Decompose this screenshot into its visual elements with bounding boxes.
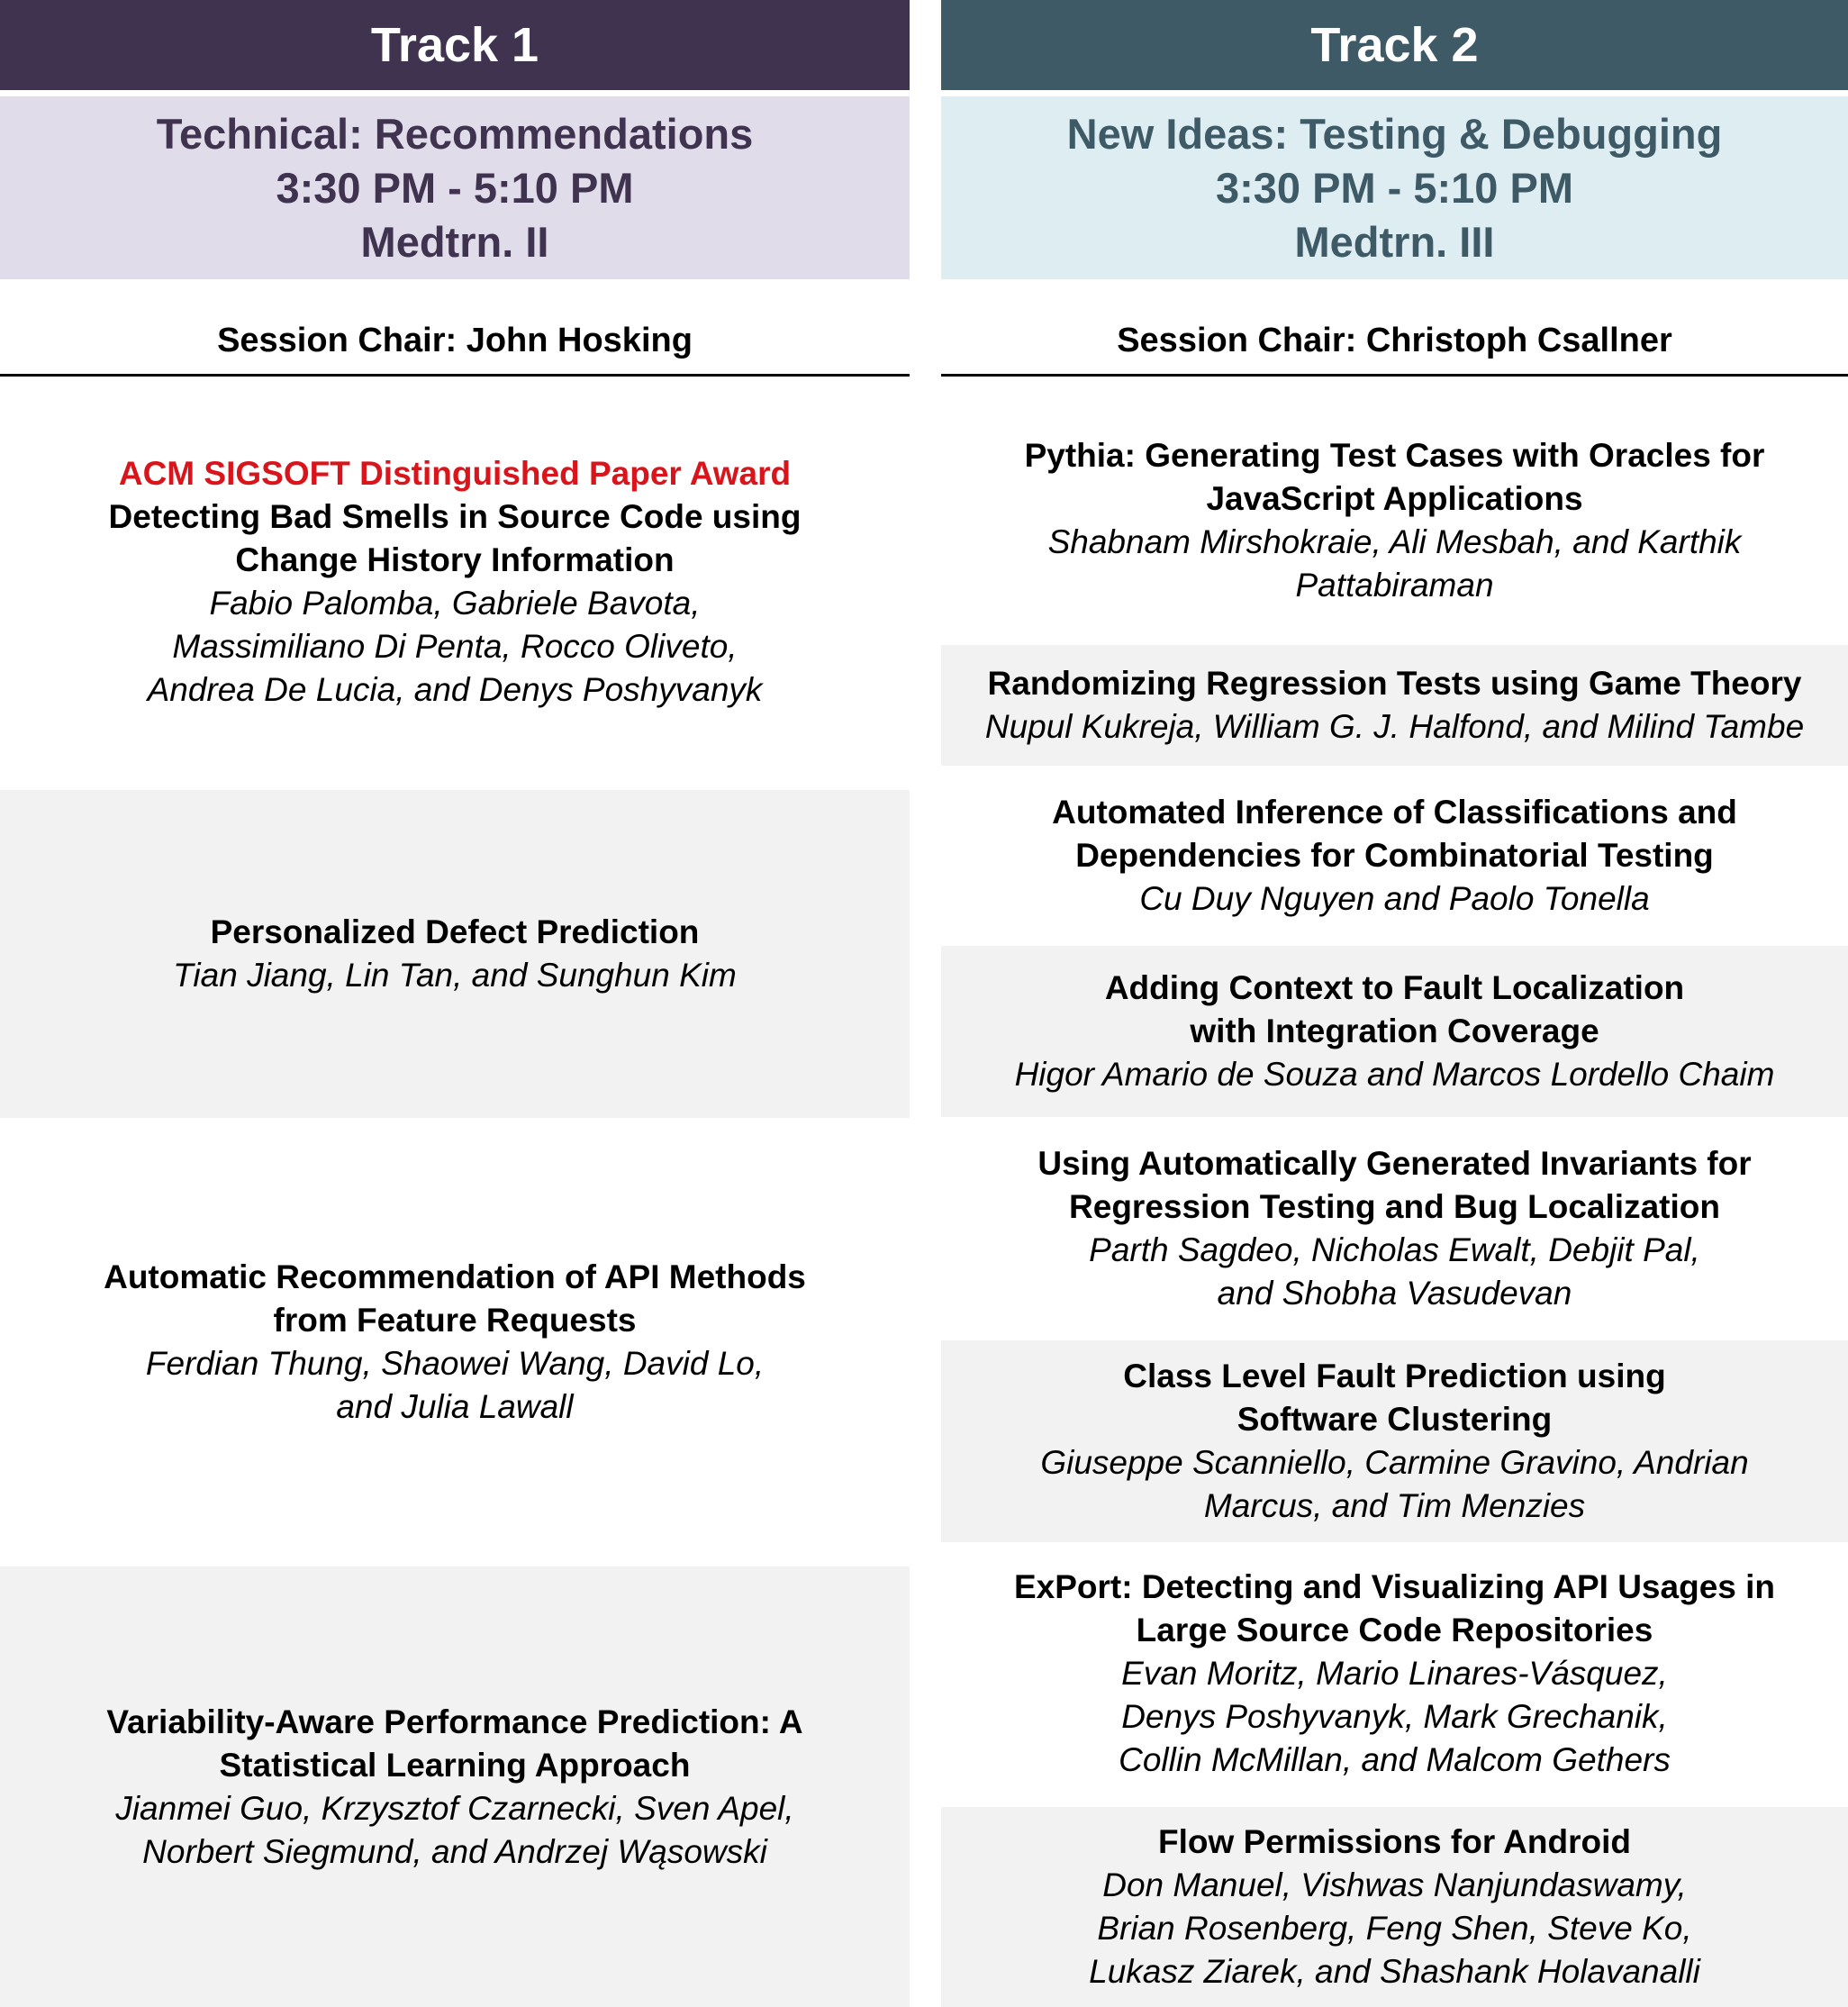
track-1-session-chair: Session Chair: John Hosking — [217, 321, 693, 359]
paper-title-line: ExPort: Detecting and Visualizing API Usages in — [1013, 1568, 1776, 1605]
track-2-divider — [941, 374, 1848, 377]
track-2-paper-1 — [941, 396, 1848, 645]
track-2-label: Track 2 — [1310, 18, 1479, 72]
paper-authors-line: Denys Poshyvanyk, Mark Grechanik, — [1121, 1698, 1668, 1735]
track-1-paper-3 — [0, 1118, 910, 1567]
track-2-paper-5 — [941, 1117, 1848, 1340]
track-2-paper-2 — [941, 645, 1848, 766]
paper-authors-line: Giuseppe Scanniello, Carmine Gravino, Andrian — [1040, 1444, 1749, 1481]
paper-authors-line: Higor Amario de Souza and Marcos Lordello Chaim — [1014, 1056, 1775, 1093]
track-1-paper-2 — [0, 790, 910, 1118]
paper-title-line: Pythia: Generating Test Cases with Oracles for — [1024, 437, 1765, 474]
paper-title-line: Dependencies for Combinatorial Testing — [1075, 837, 1714, 874]
paper-title-line: Variability-Aware Performance Prediction: A — [106, 1703, 803, 1740]
paper-title-line: Adding Context to Fault Localization — [1104, 969, 1685, 1006]
track-2-paper-6 — [941, 1340, 1848, 1542]
track-1-session-time: 3:30 PM - 5:10 PM — [276, 163, 634, 212]
paper-authors-line: Massimiliano Di Penta, Rocco Oliveto, — [172, 627, 738, 665]
track-2-paper-7 — [941, 1542, 1848, 1805]
paper-authors-line: Nupul Kukreja, William G. J. Halfond, and Milind Tambe — [984, 708, 1805, 745]
paper-authors-line: and Shobha Vasudevan — [1217, 1275, 1572, 1312]
paper-title-line: Large Source Code Repositories — [1136, 1612, 1653, 1648]
paper-authors-line: Tian Jiang, Lin Tan, and Sunghun Kim — [173, 957, 737, 994]
paper-authors-line: Cu Duy Nguyen and Paolo Tonella — [1139, 880, 1650, 917]
paper-authors-line: Marcus, and Tim Menzies — [1203, 1487, 1586, 1524]
paper-award: ACM SIGSOFT Distinguished Paper Award — [118, 454, 792, 492]
paper-authors-line: Fabio Palomba, Gabriele Bavota, — [209, 584, 701, 622]
track-2-session-name: New Ideas: Testing & Debugging — [1066, 109, 1723, 158]
paper-authors-line: Lukasz Ziarek, and Shashank Holavanalli — [1089, 1953, 1700, 1990]
paper-authors-line: Pattabiraman — [1295, 567, 1494, 604]
paper-title-line: Regression Testing and Bug Localization — [1069, 1188, 1720, 1225]
track-1-session-info — [0, 96, 910, 279]
track-2-paper-8 — [941, 1807, 1848, 2007]
track-2-session-info — [941, 96, 1848, 279]
paper-title-line: Statistical Learning Approach — [219, 1746, 691, 1784]
paper-title-line: Automated Inference of Classifications and — [1052, 794, 1737, 831]
track-1-header — [0, 0, 910, 90]
paper-title-line: JavaScript Applications — [1206, 480, 1583, 517]
paper-authors-line: Parth Sagdeo, Nicholas Ewalt, Debjit Pal, — [1089, 1231, 1700, 1268]
paper-authors-line: Evan Moritz, Mario Linares-Vásquez, — [1121, 1655, 1668, 1692]
track-2-session-time: 3:30 PM - 5:10 PM — [1215, 163, 1574, 212]
track-2-session-chair: Session Chair: Christoph Csallner — [1117, 321, 1672, 359]
paper-authors-line: Norbert Siegmund, and Andrzej Wąsowski — [142, 1832, 767, 1870]
paper-title-line: Software Clustering — [1237, 1401, 1553, 1438]
paper-title-line: Flow Permissions for Android — [1158, 1823, 1631, 1860]
paper-authors-line: Andrea De Lucia, and Denys Poshyvanyk — [147, 670, 763, 708]
track-2-header — [941, 0, 1848, 90]
paper-title-line: Automatic Recommendation of API Methods — [104, 1258, 806, 1295]
track-1-label: Track 1 — [370, 18, 539, 72]
track-1-paper-4 — [0, 1567, 910, 2007]
paper-authors-line: Collin McMillan, and Malcom Gethers — [1119, 1741, 1671, 1778]
track-2-paper-4 — [941, 946, 1848, 1117]
paper-authors-line: Don Manuel, Vishwas Nanjundaswamy, — [1102, 1866, 1687, 1903]
paper-authors-line: and Julia Lawall — [336, 1388, 574, 1425]
track-2-paper-3 — [941, 766, 1848, 946]
paper-title-line: Using Automatically Generated Invariants for — [1037, 1145, 1752, 1182]
track-1-session-room: Medtrn. II — [360, 217, 549, 266]
paper-authors-line: Brian Rosenberg, Feng Shen, Steve Ko, — [1097, 1910, 1692, 1947]
paper-authors-line: Shabnam Mirshokraie, Ali Mesbah, and Karthik — [1047, 523, 1742, 560]
paper-title-line: Change History Information — [235, 540, 675, 578]
paper-title-line: with Integration Coverage — [1190, 1013, 1599, 1049]
paper-title-line: Detecting Bad Smells in Source Code using — [108, 497, 802, 535]
paper-title-line: from Feature Requests — [273, 1302, 637, 1339]
paper-title-line: Personalized Defect Prediction — [210, 913, 700, 950]
paper-authors-line: Jianmei Guo, Krzysztof Czarnecki, Sven Apel, — [115, 1789, 794, 1827]
paper-title-line: Class Level Fault Prediction using — [1123, 1358, 1666, 1394]
track-2-session-room: Medtrn. III — [1294, 217, 1495, 266]
paper-authors-line: Ferdian Thung, Shaowei Wang, David Lo, — [145, 1345, 765, 1382]
track-1-session-name: Technical: Recommendations — [156, 109, 754, 158]
paper-title-line: Randomizing Regression Tests using Game Theory — [987, 665, 1802, 702]
track-1-paper-1 — [0, 377, 910, 786]
